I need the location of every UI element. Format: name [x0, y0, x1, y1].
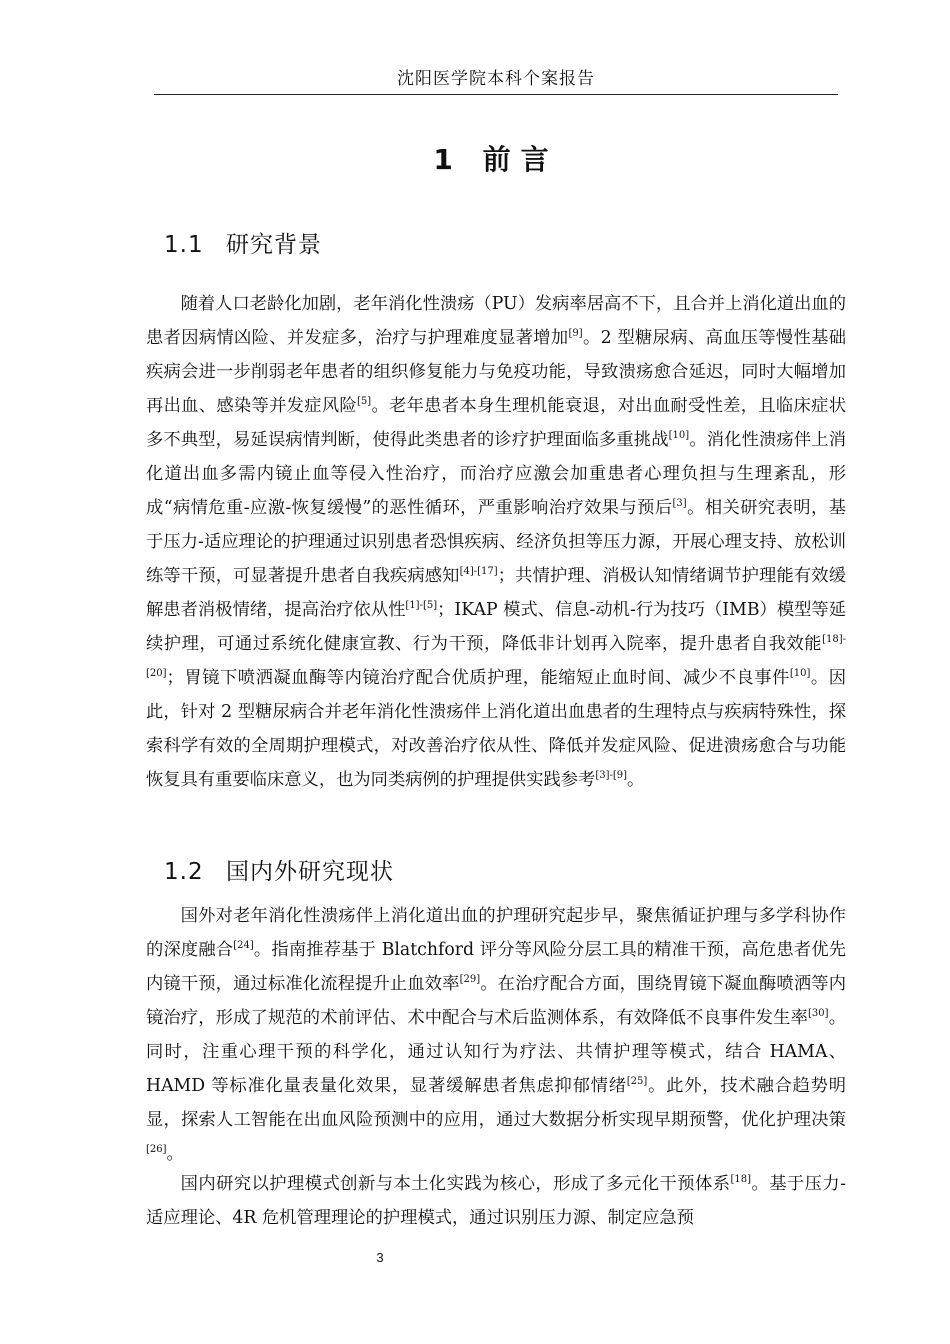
citation-reference: [1]-[5]: [405, 600, 438, 611]
paragraph-text: 。基于压力-适应理论、4R 危机管理理论的护理模式，通过识别压力源、制定应急预: [146, 1174, 846, 1228]
citation-reference: [3]-[9]: [595, 770, 628, 781]
paragraph-text: 国外对老年消化性溃疡伴上消化道出血的护理研究起步早，聚焦循证护理与多学科协作的深度融合: [146, 906, 846, 960]
paragraph-text: 国内研究以护理模式创新与本土化实践为核心，形成了多元化干预体系: [180, 1174, 731, 1194]
citation-reference: [3]: [672, 498, 687, 509]
paragraph-text: 。2 型糖尿病、高血压等慢性基础疾病会进一步削弱老年患者的组织修复能力与免疫功能，导致溃疡愈合延迟，同时大幅增加再出血、感染等并发症风险: [146, 328, 846, 416]
section-title: 国内外研究现状: [226, 859, 394, 885]
paragraph-text: ；胃镜下喷洒凝血酶等内镜治疗配合优质护理，能缩短止血时间、减少不良事件: [166, 668, 790, 688]
citation-reference: [24]: [233, 940, 254, 951]
paragraph-text: 。因此，针对 2 型糖尿病合并老年消化性溃疡伴上消化道出血患者的生理特点与疾病特殊性，探索科学有效的全周期护理模式，对改善治疗依从性、降低并发症风险、促进溃疡愈合与功能恢复具有重要临床意义，也为同类病例的护理提供实践参考: [146, 668, 846, 790]
paragraph-text: 。: [166, 1144, 184, 1164]
paragraph-text: 。此外，技术融合趋势明显，探索人工智能在出血风险预测中的应用，通过大数据分析实现早期预警，优化护理决策: [146, 1076, 846, 1130]
paragraph-text: 。相关研究表明，基于压力-适应理论的护理通过识别患者恐惧疾病、经济负担等压力源，开展心理支持、放松训练等干预，可显著提升患者自我疾病感知: [146, 498, 846, 586]
citation-reference: [18]: [730, 1174, 751, 1185]
paragraph-text: 。指南推荐基于 Blatchford 评分等风险分层工具的精准干预，高危患者优先内镜干预，通过标准化流程提升止血效率: [146, 940, 846, 994]
citation-reference: [10]: [789, 668, 811, 679]
citation-reference: [18]-[20]: [146, 634, 846, 679]
section-heading-background: [164, 226, 322, 259]
paragraph-foreign-research: [146, 899, 846, 1171]
citation-reference: [30]: [808, 1008, 829, 1019]
citation-reference: [25]: [626, 1076, 648, 1087]
paragraph-background: [146, 287, 846, 797]
section-title: 研究背景: [226, 232, 322, 258]
paragraph-text: 。在治疗配合方面，围绕胃镜下凝血酶喷洒等内镜治疗，形成了规范的术前评估、术中配合与术后监测体系，有效降低不良事件发生率: [146, 974, 846, 1028]
paragraph-text: 随着人口老龄化加剧，老年消化性溃疡（PU）发病率居高不下，且合并上消化道出血的患者因病情凶险、并发症多，治疗与护理难度显著增加: [146, 294, 846, 348]
citation-reference: [5]: [357, 396, 372, 407]
citation-reference: [4]-[17]: [459, 566, 498, 577]
paragraph-domestic-research: [146, 1167, 846, 1235]
header-rule: [154, 94, 838, 95]
section-number: 1.2: [164, 859, 204, 885]
chapter-title: 1 前言: [433, 143, 559, 176]
paragraph-text: 。老年患者本身生理机能衰退，对出血耐受性差，且临床症状多不典型，易延误病情判断，使得此类患者的诊疗护理面临多重挑战: [146, 396, 846, 450]
citation-reference: [9]: [568, 328, 583, 339]
section-number: 1.1: [164, 232, 204, 258]
citation-reference: [26]: [146, 1144, 167, 1155]
paragraph-text: 。: [627, 770, 645, 790]
paragraph-text: ；IKAP 模式、信息-动机-行为技巧（IMB）模型等延续护理，可通过系统化健康宣教、行为干预，降低非计划再入院率，提升患者自我效能: [146, 600, 846, 654]
page-number: 3: [376, 1250, 384, 1265]
running-header: 沈阳医学院本科个案报告: [397, 69, 595, 89]
paragraph-text: ；共情护理、消极认知情绪调节护理能有效缓解患者消极情绪，提高治疗依从性: [146, 566, 846, 620]
paragraph-text: 。同时，注重心理干预的科学化，通过认知行为疗法、共情护理等模式，结合 HAMA、HAMD 等标准化量表量化效果，显著缓解患者焦虑抑郁情绪: [146, 1008, 846, 1096]
citation-reference: [29]: [459, 974, 481, 985]
section-heading-research-status: [164, 853, 394, 886]
citation-reference: [10]: [668, 430, 690, 441]
paragraph-text: 。消化性溃疡伴上消化道出血多需内镜止血等侵入性治疗，而治疗应激会加重患者心理负担与生理紊乱，形成“病情危重-应激-恢复缓慢”的恶性循环，严重影响治疗效果与预后: [146, 430, 846, 518]
